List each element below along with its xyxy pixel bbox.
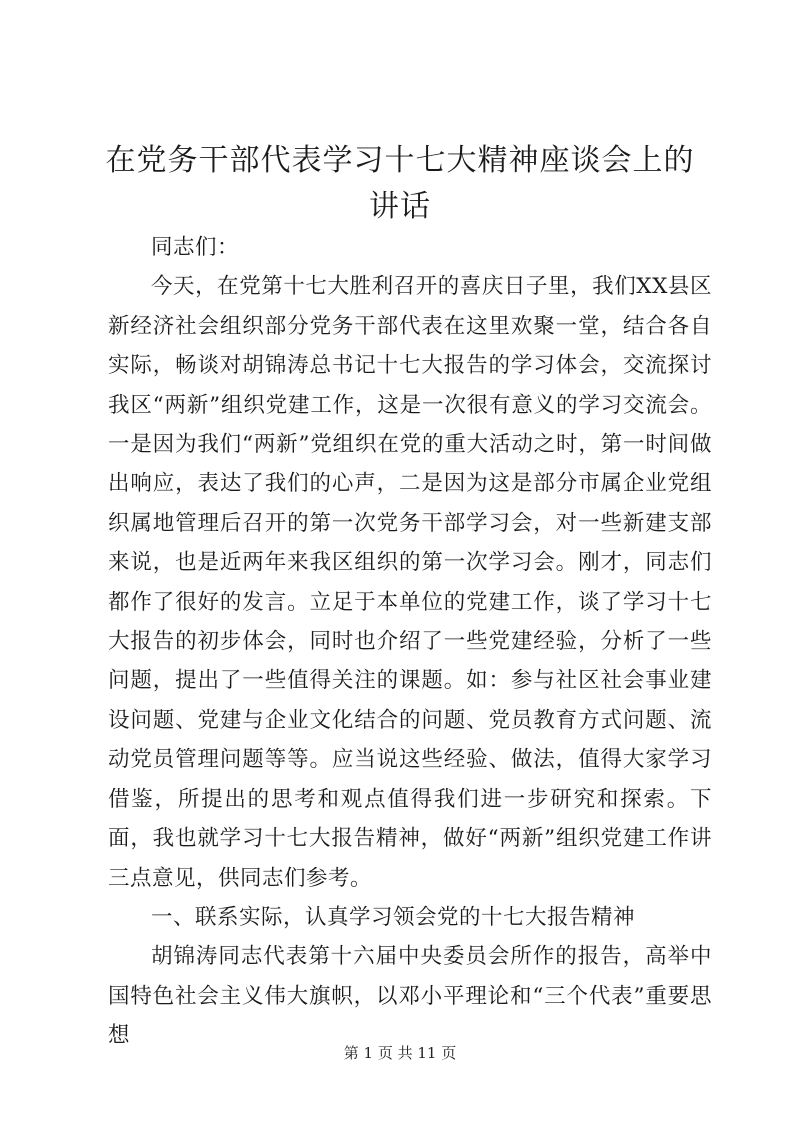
document-title: 在党务干部代表学习十七大精神座谈会上的讲话 xyxy=(105,143,695,224)
body-paragraph: 胡锦涛同志代表第十六届中央委员会所作的报告，高举中国特色社会主义伟大旗帜，以邓小平理论和“三个代表”重要思想 xyxy=(108,944,712,1049)
body-paragraph: 今天，在党第十七大胜利召开的喜庆日子里，我们XX县区新经济社会组织部分党务干部代表在这里欢聚一堂，结合各自实际，畅谈对胡锦涛总书记十七大报告的学习体会，交流探讨我区“两新”组织党建工作，这是一次很有意义的学习交流会。一是因为我们“两新”党组织在党的重大活动之时，第一时间做出响应，表达了我们的心声，二是因为这是部分市属企业党组织属地管理后召开的第一次党务干部学习会，对一些新建支部来说，也是近两年来我区组织的第一次学习会。刚才，同志们都作了很好的发言。立足于本单位的党建工作，谈了学习十七大报告的初步体会，同时也介绍了一些党建经验，分析了一些问题，提出了一些值得关注的课题。如：参与社区社会事业建设问题、党建与企业文化结合的问题、党员教育方式问题、流动党员管理问题等等。应当说这些经验、做法，值得大家学习借鉴，所提出的思考和观点值得我们进一步研究和探索。下面，我也就学习十七大报告精神，做好“两新”组织党建工作讲三点意见，供同志们参考。 xyxy=(108,274,712,891)
section-heading: 一、联系实际，认真学习领会党的十七大报告精神 xyxy=(151,904,636,930)
salutation: 同志们： xyxy=(151,235,240,260)
page-number-footer: 第 1 页 共 11 页 xyxy=(343,1044,457,1062)
document-body xyxy=(108,228,712,1056)
